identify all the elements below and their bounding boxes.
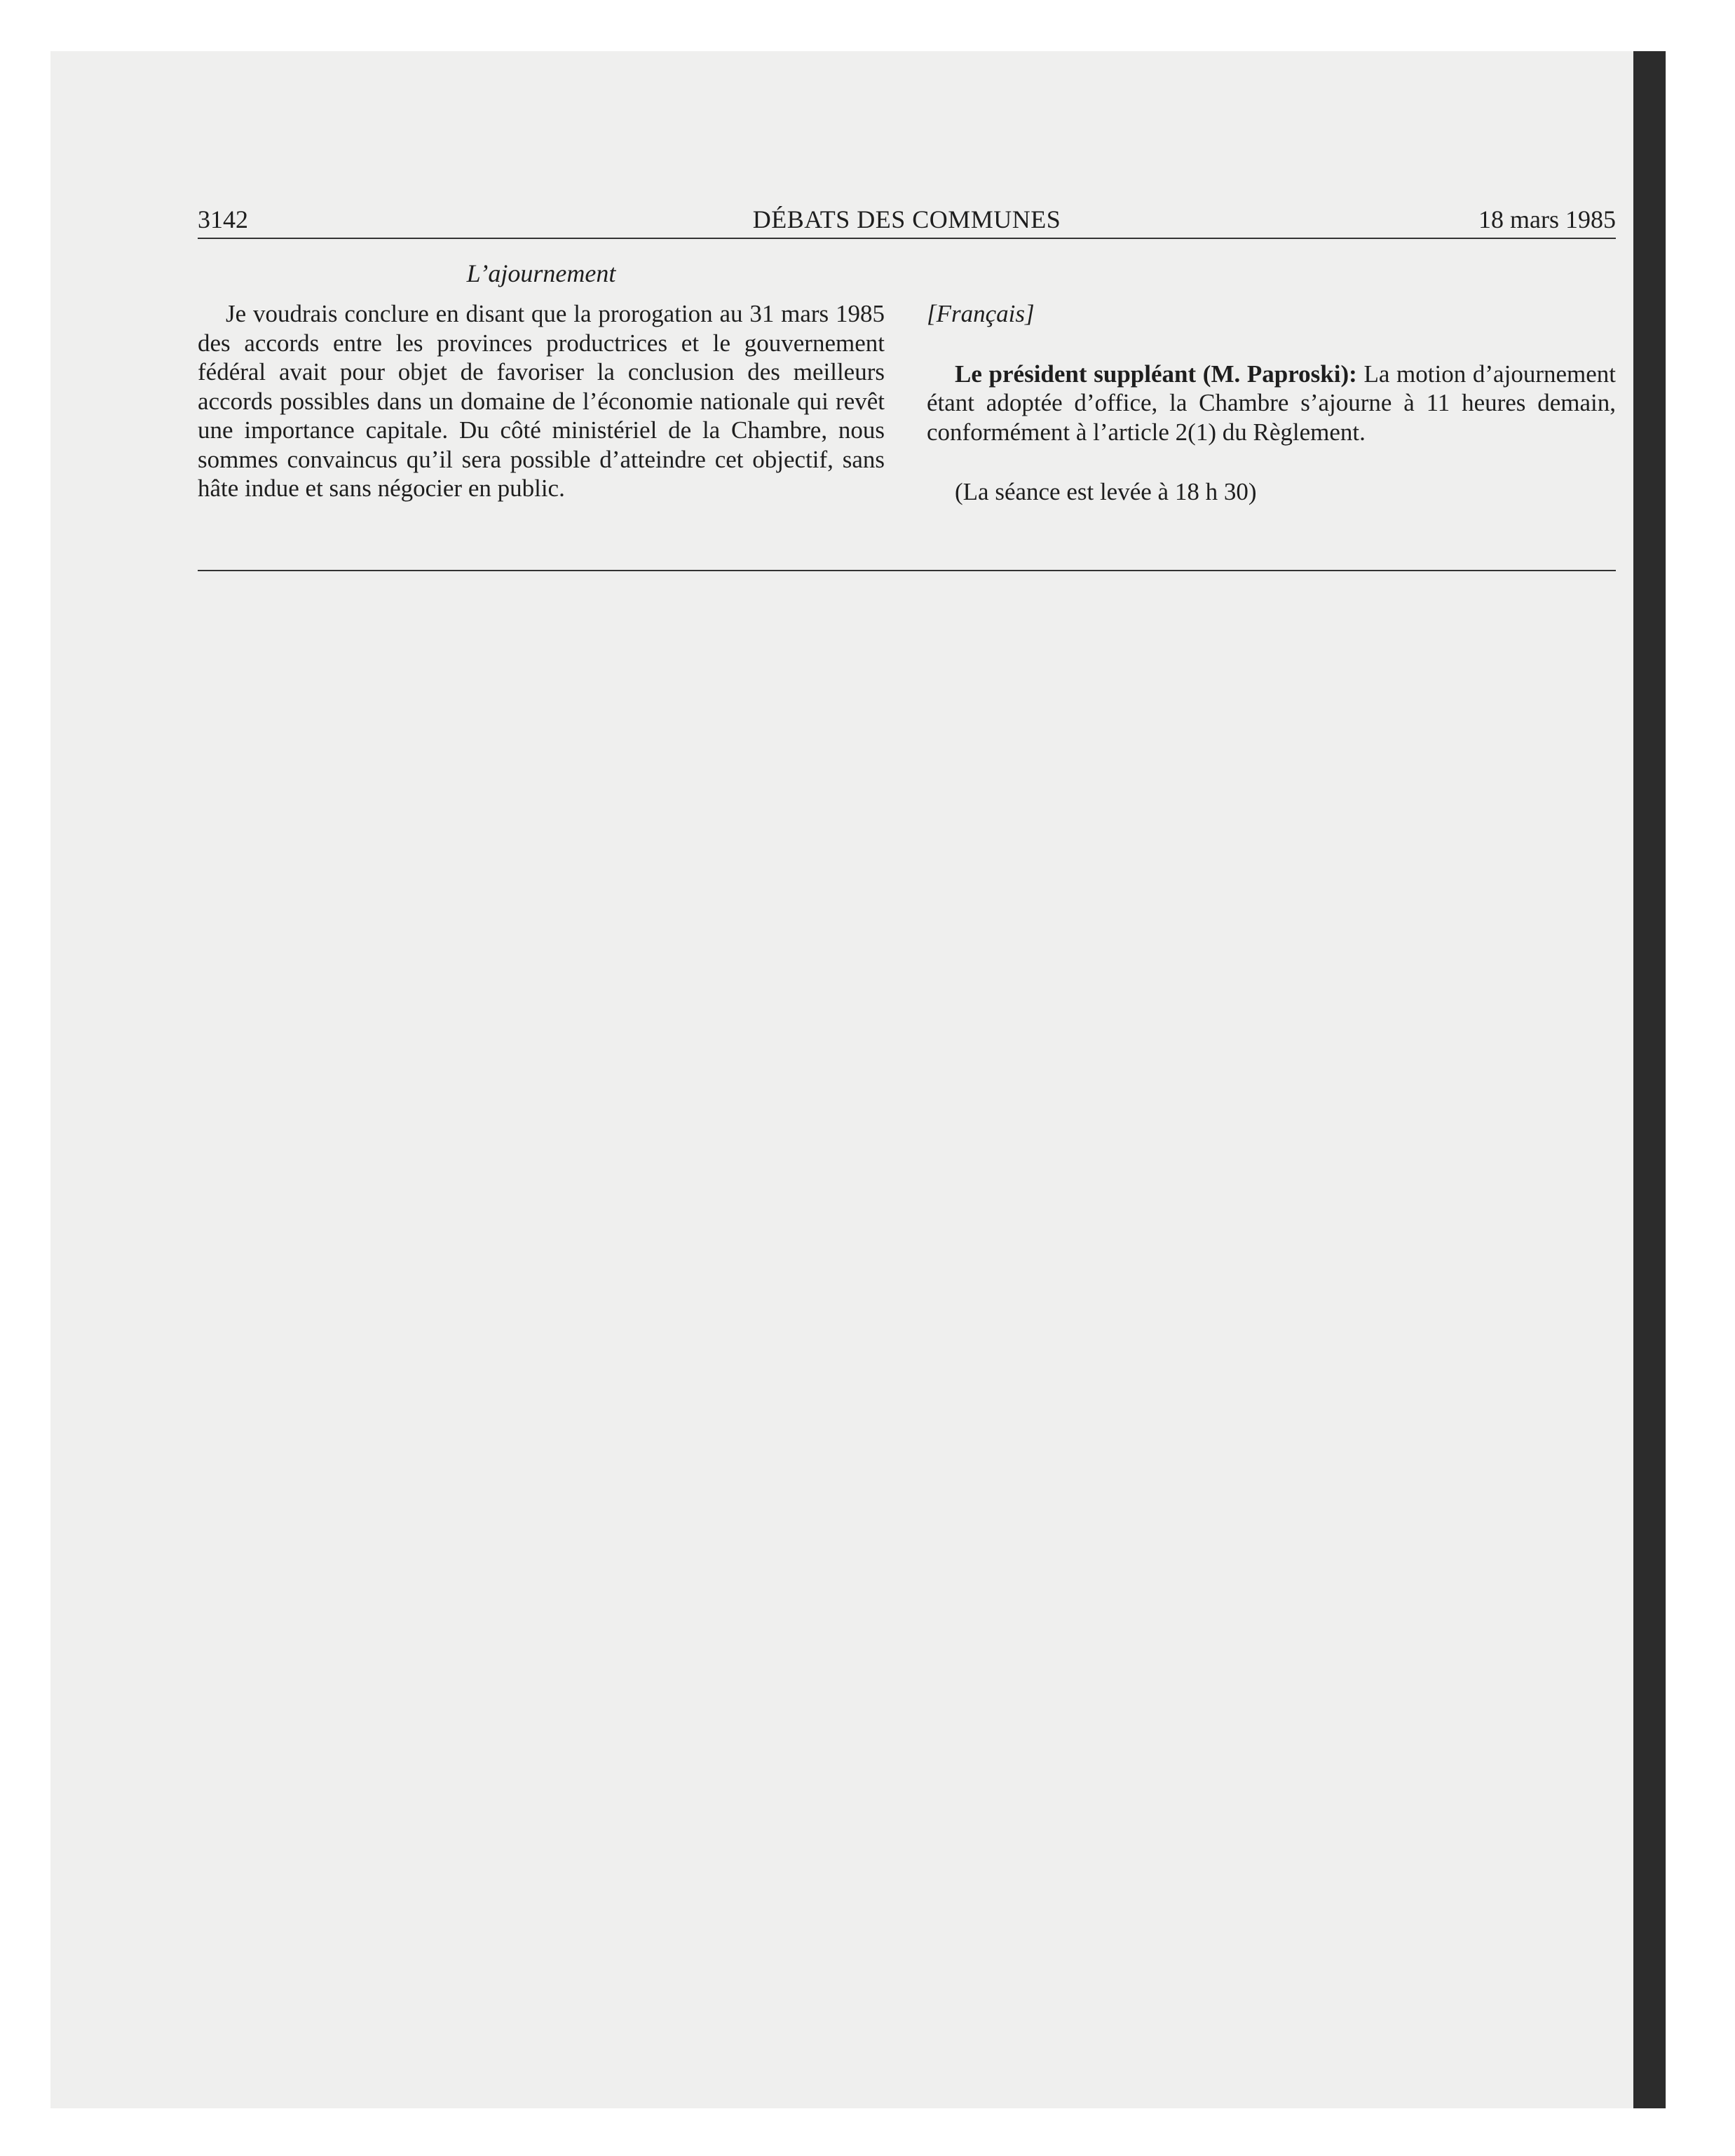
publication-date: 18 mars 1985 [1478,205,1616,233]
language-tag: [Français] [927,300,1035,327]
adjournment-note: (La séance est levée à 18 h 30) [955,478,1257,505]
left-column [198,299,885,503]
running-header [198,201,1616,238]
right-column [927,299,1616,507]
speech-text: La motion d’ajournement étant adoptée d’office, la Chambre s’ajourne à 11 heures demain, conformément à l’article 2(1) du Règlement. [927,360,1616,446]
journal-title: DÉBATS DES COMMUNES [752,205,1061,233]
scanned-page [50,51,1666,2108]
section-title: L’ajournement [466,259,616,287]
page-content [198,51,1616,2108]
speech-paragraph [927,360,1616,447]
scan-edge-shadow [1633,51,1666,2108]
body-paragraph: Je voudrais conclure en disant que la prorogation au 31 mars 1985 des accords entre les provinces productrices et le gouvernement fédéral avait pour objet de favoriser la conclusion des meilleurs accords possibles dans un domaine de l’économie nationale qui revêt une importance capitale. Du côté ministériel de la Chambre, nous sommes convaincus qu’il sera possible d’atteindre cet objectif, sans hâte indue et sans négocier en public. [198,300,885,502]
end-rule [198,570,1616,571]
header-rule [198,238,1616,239]
page-number: 3142 [198,205,248,233]
speaker-name: Le président suppléant (M. Paproski): [955,360,1357,388]
